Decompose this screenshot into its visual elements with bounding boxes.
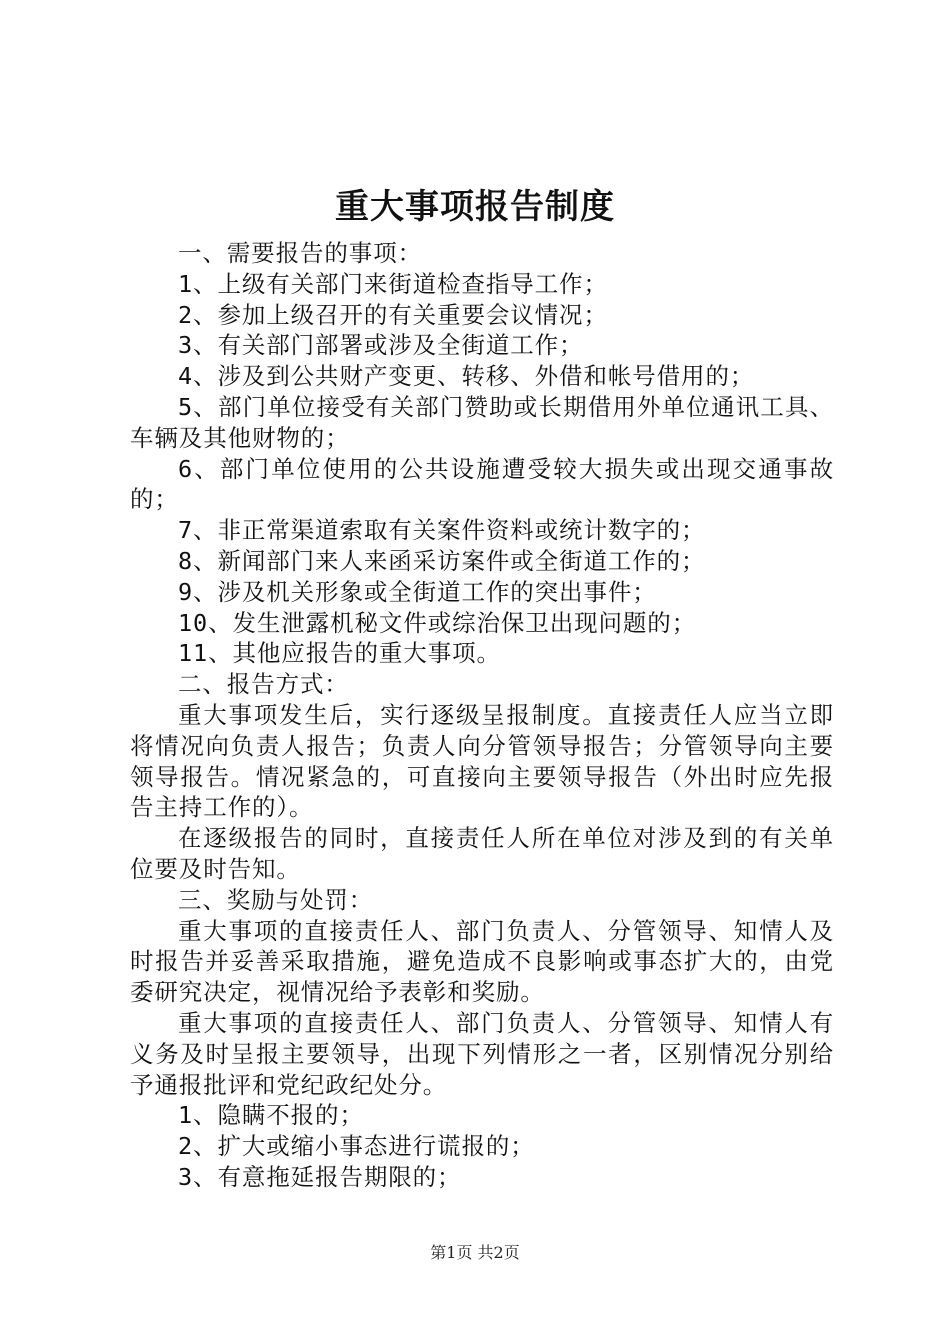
document-body [130,238,834,1193]
body-paragraph: 重大事项发生后，实行逐级呈报制度。直接责任人应当立即将情况向负责人报告；负责人向分管领导报告；分管领导向主要领导报告。情况紧急的，可直接向主要领导报告（外出时应先报告主持工作的）。 [130,700,834,822]
list-item: 9、涉及机关形象或全街道工作的突出事件； [178,577,657,606]
list-item: 3、有关部门部署或涉及全街道工作； [178,331,584,360]
section-heading-rewards: 三、奖励与处罚： [178,885,374,914]
section-heading-method: 二、报告方式： [178,670,349,699]
list-item: 1、上级有关部门来街道检查指导工作； [178,269,608,298]
list-item: 1、隐瞒不报的； [178,1101,364,1130]
body-paragraph: 在逐级报告的同时，直接责任人所在单位对涉及到的有关单位要及时告知。 [130,824,834,883]
section-heading-items: 一、需要报告的事项： [178,239,422,267]
list-item: 6、部门单位使用的公共设施遭受较大损失或出现交通事故的； [130,454,834,514]
body-paragraph: 重大事项的直接责任人、部门负责人、分管领导、知情人及时报告并妥善采取措施，避免造成不良影响或事态扩大的，由党委研究决定，视情况给予表彰和奖励。 [130,916,834,1007]
document-title: 重大事项报告制度 [335,187,615,227]
list-item: 7、非正常渠道索取有关案件资料或统计数字的； [178,516,706,545]
list-item: 8、新闻部门来人来函采访案件或全街道工作的； [178,546,706,575]
list-item: 4、涉及到公共财产变更、转移、外借和帐号借用的； [178,362,755,391]
list-item: 3、有意拖延报告期限的； [178,1162,462,1191]
list-item: 2、扩大或缩小事态进行谎报的； [178,1132,535,1161]
list-item: 10、发生泄露机秘文件或综治保卫出现问题的； [178,608,697,637]
list-item: 2、参加上级召开的有关重要会议情况； [178,300,608,329]
list-item: 11、其他应报告的重大事项。 [178,639,501,668]
page-footer: 第1页 共2页 [430,1243,520,1262]
body-paragraph: 重大事项的直接责任人、部门负责人、分管领导、知情人有义务及时呈报主要领导，出现下列情形之一者，区别情况分别给予通报批评和党纪政纪处分。 [130,1008,834,1099]
list-item: 5、部门单位接受有关部门赞助或长期借用外单位通讯工具、车辆及其他财物的； [130,392,834,452]
